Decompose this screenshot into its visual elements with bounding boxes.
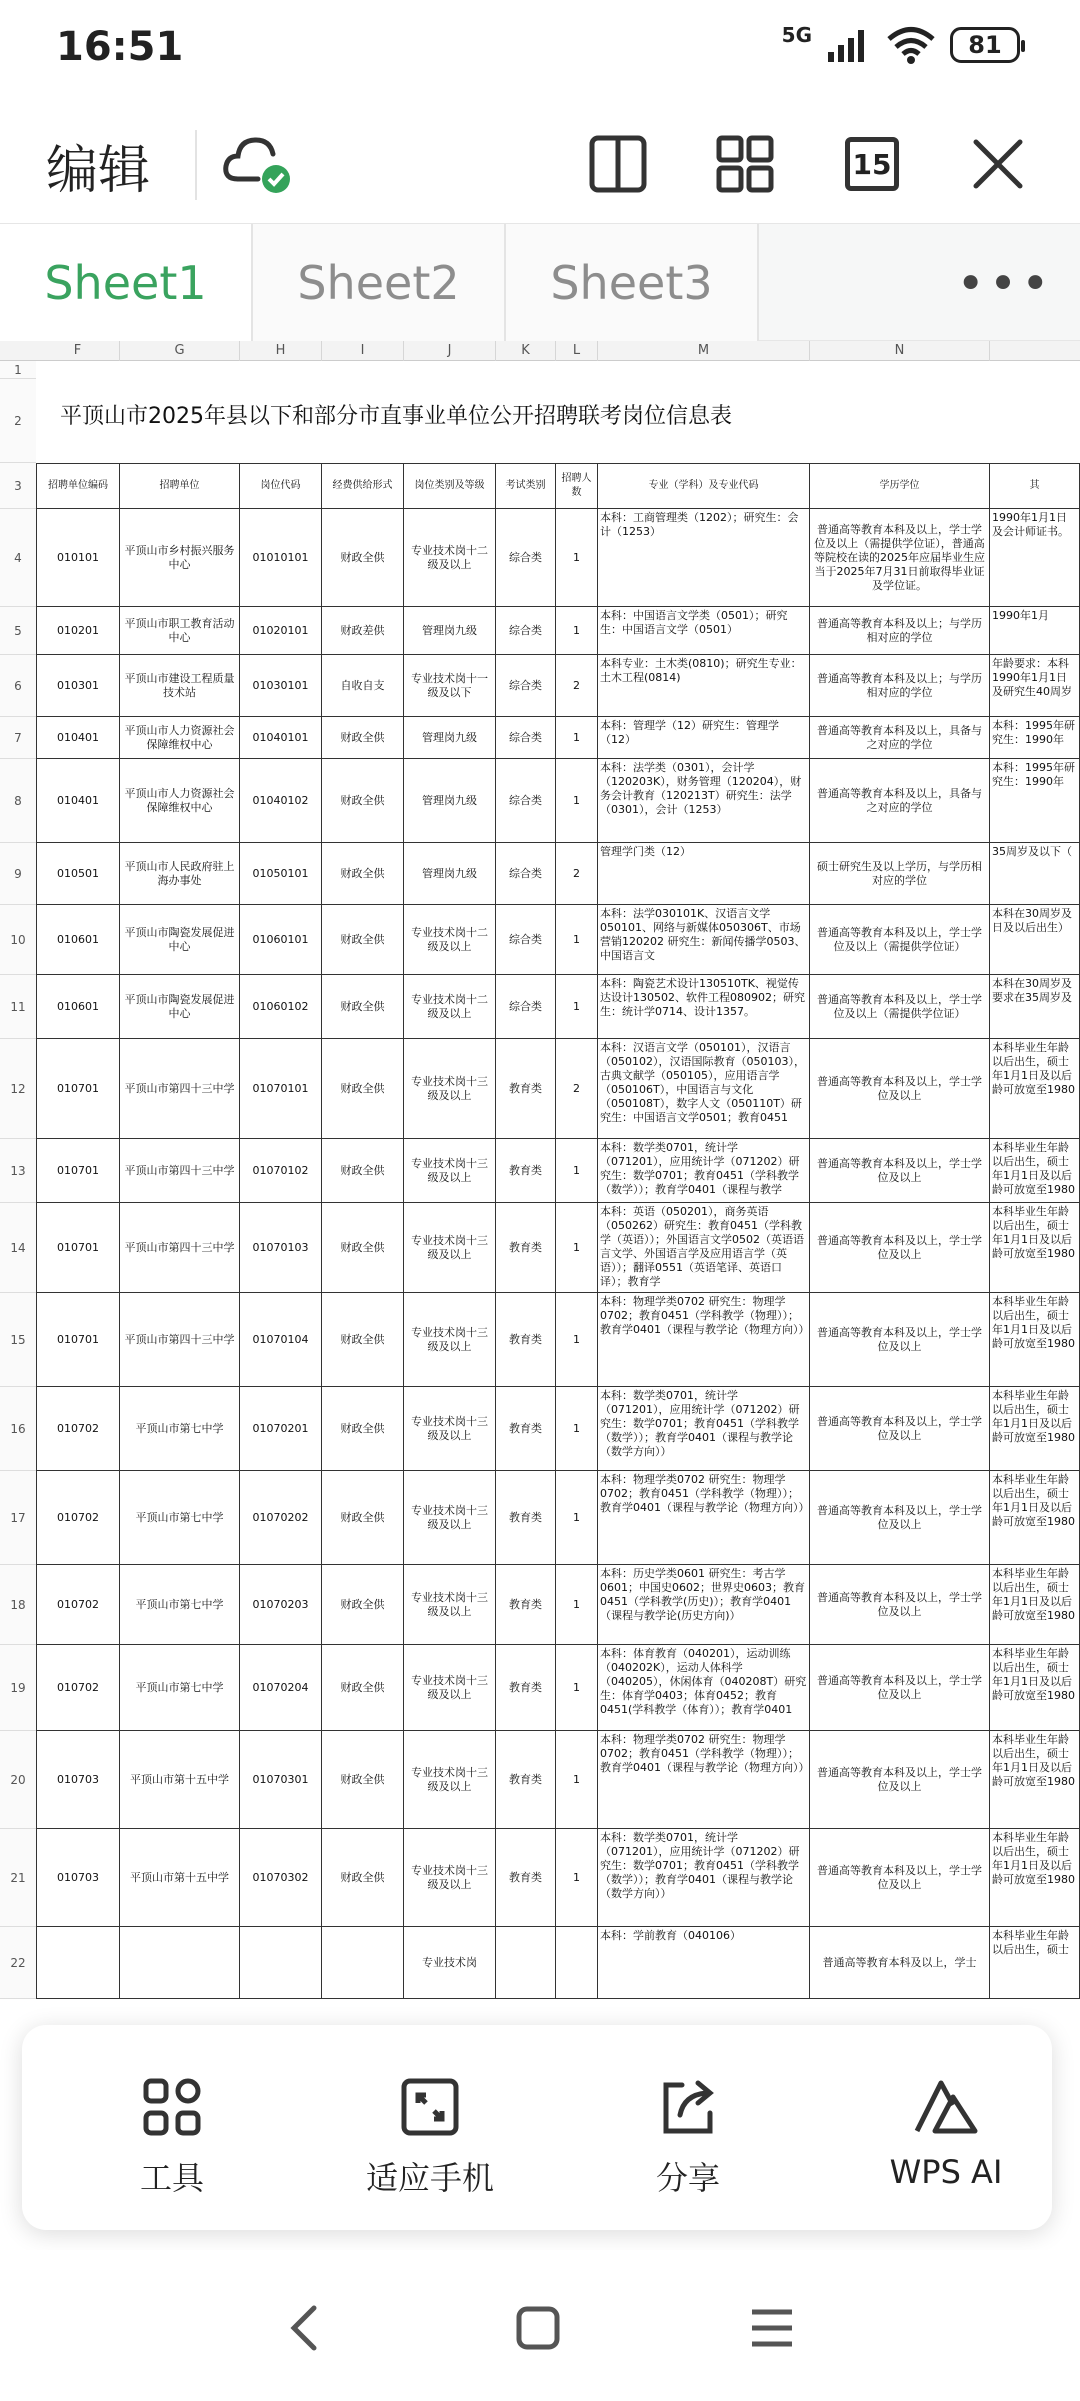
column-header[interactable]: K — [496, 341, 556, 361]
row-header[interactable]: 7 — [0, 717, 36, 759]
table-cell[interactable]: 教育类 — [496, 1293, 556, 1387]
table-cell[interactable]: 管理岗九级 — [404, 607, 496, 655]
table-header-cell[interactable]: 其 — [990, 463, 1080, 509]
row-header[interactable]: 20 — [0, 1731, 36, 1829]
table-header-cell[interactable]: 招聘单位编码 — [36, 463, 120, 509]
column-header[interactable]: I — [322, 341, 404, 361]
table-cell[interactable]: 平顶山市职工教育活动中心 — [120, 607, 240, 655]
close-icon[interactable] — [958, 124, 1038, 204]
row-header[interactable]: 9 — [0, 843, 36, 905]
table-cell[interactable]: 01070103 — [240, 1203, 322, 1293]
table-cell[interactable]: 本科在30周岁及日及以后出生） — [990, 905, 1080, 975]
row-header[interactable]: 2 — [0, 379, 36, 463]
table-cell[interactable] — [36, 1927, 120, 1999]
network-label: 5G — [781, 23, 812, 47]
tab-sheet1[interactable]: Sheet1 — [0, 224, 253, 342]
table-cell[interactable]: 普通高等教育本科及以上，学士学位及以上 — [810, 1293, 990, 1387]
table-cell[interactable]: 普通高等教育本科及以上，学士学位及以上 — [810, 1387, 990, 1471]
tab-sheet2[interactable]: Sheet2 — [253, 224, 506, 342]
table-cell[interactable]: 1 — [556, 1731, 598, 1829]
table-cell[interactable]: 平顶山市人民政府驻上海办事处 — [120, 843, 240, 905]
table-cell[interactable]: 1 — [556, 1565, 598, 1645]
table-cell[interactable]: 专业技术岗十三级及以上 — [404, 1565, 496, 1645]
table-header-cell[interactable]: 岗位类别及等级 — [404, 463, 496, 509]
column-header[interactable]: J — [404, 341, 496, 361]
row-header[interactable]: 19 — [0, 1645, 36, 1731]
system-nav-bar — [0, 2250, 1080, 2401]
table-cell[interactable]: 普通高等教育本科及以上；与学历相对应的学位 — [810, 607, 990, 655]
table-cell[interactable]: 自收自支 — [322, 655, 404, 717]
table-cell[interactable]: 本科：工商管理类（1202）；研究生：会计（1253） — [598, 509, 810, 607]
table-cell[interactable]: 010201 — [36, 607, 120, 655]
table-cell[interactable]: 1 — [556, 1387, 598, 1471]
table-cell[interactable]: 教育类 — [496, 1565, 556, 1645]
table-cell[interactable]: 普通高等教育本科及以上，学士学位及以上 — [810, 1203, 990, 1293]
tools-label: 工具 — [139, 2159, 204, 2197]
share-icon — [656, 2075, 720, 2139]
table-cell[interactable]: 综合类 — [496, 655, 556, 717]
table-cell[interactable]: 01070204 — [240, 1645, 322, 1731]
status-time: 16:51 — [56, 24, 184, 70]
table-cell[interactable]: 财政全供 — [322, 1387, 404, 1471]
table-cell[interactable]: 1 — [556, 1139, 598, 1203]
fit-phone-button[interactable] — [320, 2075, 540, 2199]
table-cell[interactable]: 本科毕业生年龄以后出生，硕士年1月1日及以后龄可放宽至1980 — [990, 1829, 1080, 1927]
table-cell[interactable]: 财政全供 — [322, 509, 404, 607]
table-cell[interactable]: 010702 — [36, 1471, 120, 1565]
column-header[interactable]: H — [240, 341, 322, 361]
wifi-icon — [886, 26, 936, 64]
table-cell[interactable] — [556, 1927, 598, 1999]
table-cell[interactable]: 财政全供 — [322, 905, 404, 975]
fit-phone-label: 适应手机 — [365, 2159, 494, 2197]
table-cell[interactable]: 1 — [556, 1471, 598, 1565]
cloud-sync-icon[interactable] — [218, 124, 298, 204]
table-cell[interactable]: 教育类 — [496, 1203, 556, 1293]
table-cell[interactable]: 1 — [556, 1293, 598, 1387]
home-icon[interactable] — [510, 2300, 566, 2356]
table-cell[interactable]: 010101 — [36, 509, 120, 607]
table-cell[interactable]: 本科：汉语言文学（050101），汉语言（050102），汉语国际教育（050103），古典文献学（050105），应用语言学（050106T），中国语言与文化（050108T），数字人文（050110T）研究生：中国语言文学0501；教育0451 — [598, 1039, 810, 1139]
table-cell[interactable]: 1 — [556, 717, 598, 759]
table-cell[interactable]: 01070201 — [240, 1387, 322, 1471]
share-label: 分享 — [655, 2159, 720, 2197]
table-cell[interactable]: 010401 — [36, 759, 120, 843]
table-cell[interactable]: 财政全供 — [322, 717, 404, 759]
table-cell[interactable]: 财政全供 — [322, 1039, 404, 1139]
row-header[interactable]: 1 — [0, 361, 36, 379]
table-cell[interactable]: 平顶山市乡村振兴服务中心 — [120, 509, 240, 607]
table-cell[interactable]: 35周岁及以下（ — [990, 843, 1080, 905]
table-cell[interactable]: 平顶山市第七中学 — [120, 1645, 240, 1731]
more-icon[interactable]: ••• — [956, 256, 1054, 312]
share-button[interactable] — [578, 2075, 798, 2199]
table-cell[interactable]: 专业技术岗十三级及以上 — [404, 1293, 496, 1387]
table-cell[interactable]: 普通高等教育本科及以上，具备与之对应的学位 — [810, 759, 990, 843]
table-cell[interactable]: 教育类 — [496, 1829, 556, 1927]
table-cell[interactable]: 010701 — [36, 1139, 120, 1203]
table-header-cell[interactable]: 岗位代码 — [240, 463, 322, 509]
table-cell[interactable]: 01010101 — [240, 509, 322, 607]
table-cell[interactable]: 管理岗九级 — [404, 759, 496, 843]
table-cell[interactable]: 普通高等教育本科及以上，学士学位及以上 — [810, 1139, 990, 1203]
table-cell[interactable]: 010401 — [36, 717, 120, 759]
table-cell[interactable]: 普通高等教育本科及以上，学士学位及以上 — [810, 1565, 990, 1645]
row-header[interactable]: 4 — [0, 509, 36, 607]
table-cell[interactable]: 本科：法学030101K、汉语言文学050101、网络与新媒体050306T、市场营销120202 研究生：新闻传播学0503、中国语言文 — [598, 905, 810, 975]
table-cell[interactable]: 财政全供 — [322, 975, 404, 1039]
table-cell[interactable]: 专业技术岗十一级及以下 — [404, 655, 496, 717]
table-cell[interactable]: 本科毕业生年龄以后出生，硕士年1月1日及以后龄可放宽至1980 — [990, 1565, 1080, 1645]
row-header[interactable]: 6 — [0, 655, 36, 717]
table-cell[interactable]: 本科：物理学类0702 研究生：物理学0702；教育0451（学科教学（物理））；教育学0401（课程与教学论（物理方向）） — [598, 1731, 810, 1829]
table-cell[interactable]: 管理岗九级 — [404, 843, 496, 905]
table-cell[interactable]: 综合类 — [496, 717, 556, 759]
table-cell[interactable]: 平顶山市第四十三中学 — [120, 1293, 240, 1387]
table-cell[interactable]: 财政全供 — [322, 843, 404, 905]
table-cell[interactable]: 010701 — [36, 1203, 120, 1293]
table-cell[interactable]: 010702 — [36, 1645, 120, 1731]
signal-icon — [826, 28, 872, 62]
wps-ai-button[interactable] — [836, 2075, 1056, 2191]
table-cell[interactable]: 本科：中国语言文学类（0501）；研究生：中国语言文学（0501） — [598, 607, 810, 655]
table-cell[interactable]: 010701 — [36, 1039, 120, 1139]
table-cell[interactable] — [240, 1927, 322, 1999]
table-cell[interactable]: 教育类 — [496, 1645, 556, 1731]
table-cell[interactable]: 1 — [556, 759, 598, 843]
table-cell[interactable]: 本科：1995年研究生：1990年 — [990, 759, 1080, 843]
table-cell[interactable]: 1990年1月 — [990, 607, 1080, 655]
column-header[interactable]: M — [598, 341, 810, 361]
table-cell[interactable]: 本科在30周岁及要求在35周岁及 — [990, 975, 1080, 1039]
row-header[interactable]: 10 — [0, 905, 36, 975]
table-cell[interactable]: 综合类 — [496, 905, 556, 975]
table-cell[interactable]: 综合类 — [496, 975, 556, 1039]
table-cell[interactable]: 本科：数学类0701，统计学（071201），应用统计学（071202）研究生：数学0701；教育0451（学科教学（数学））；教育学0401（课程与教学 — [598, 1139, 810, 1203]
toolbar-divider — [195, 130, 197, 200]
table-cell[interactable]: 普通高等教育本科及以上，学士学位及以上 — [810, 1645, 990, 1731]
table-cell[interactable]: 010703 — [36, 1731, 120, 1829]
table-cell[interactable]: 普通高等教育本科及以上，学士学位及以上 — [810, 1829, 990, 1927]
table-cell[interactable]: 1 — [556, 607, 598, 655]
table-cell[interactable]: 专业技术岗十二级及以上 — [404, 509, 496, 607]
table-cell[interactable]: 财政全供 — [322, 1645, 404, 1731]
row-header[interactable]: 5 — [0, 607, 36, 655]
table-cell[interactable]: 平顶山市第四十三中学 — [120, 1039, 240, 1139]
table-cell[interactable]: 本科专业：土木类(0810)；研究生专业：土木工程(0814) — [598, 655, 810, 717]
table-cell[interactable]: 本科毕业生年龄以后出生，硕士年1月1日及以后龄可放宽至1980 — [990, 1731, 1080, 1829]
table-cell[interactable]: 本科毕业生年龄以后出生，硕士年1月1日及以后龄可放宽至1980 — [990, 1039, 1080, 1139]
battery-indicator: 81 — [950, 27, 1020, 63]
page-count-button[interactable] — [832, 124, 912, 204]
row-header[interactable]: 8 — [0, 759, 36, 843]
table-cell[interactable]: 平顶山市第七中学 — [120, 1565, 240, 1645]
table-cell[interactable]: 010703 — [36, 1829, 120, 1927]
tools-button[interactable] — [62, 2075, 282, 2199]
table-cell[interactable]: 平顶山市陶瓷发展促进中心 — [120, 905, 240, 975]
table-cell[interactable]: 财政全供 — [322, 1203, 404, 1293]
row-header[interactable]: 3 — [0, 463, 36, 509]
table-cell[interactable]: 010702 — [36, 1565, 120, 1645]
row-header[interactable]: 15 — [0, 1293, 36, 1387]
table-cell[interactable]: 平顶山市人力资源社会保障维权中心 — [120, 759, 240, 843]
grid-view-icon[interactable] — [705, 124, 785, 204]
table-cell[interactable]: 普通高等教育本科及以上，具备与之对应的学位 — [810, 717, 990, 759]
table-cell[interactable]: 平顶山市第四十三中学 — [120, 1139, 240, 1203]
table-cell[interactable]: 专业技术岗十三级及以上 — [404, 1139, 496, 1203]
table-cell[interactable]: 专业技术岗十三级及以上 — [404, 1471, 496, 1565]
table-cell[interactable]: 财政全供 — [322, 1829, 404, 1927]
table-cell[interactable]: 平顶山市建设工程质量技术站 — [120, 655, 240, 717]
table-cell[interactable]: 专业技术岗十二级及以上 — [404, 905, 496, 975]
table-cell[interactable]: 综合类 — [496, 843, 556, 905]
table-cell[interactable]: 教育类 — [496, 1139, 556, 1203]
table-cell[interactable]: 普通高等教育本科及以上，学士学位及以上 — [810, 1471, 990, 1565]
table-cell[interactable]: 1 — [556, 905, 598, 975]
table-cell[interactable]: 01040102 — [240, 759, 322, 843]
tab-sheet3[interactable]: Sheet3 — [506, 224, 759, 342]
column-header[interactable]: F — [36, 341, 120, 361]
table-cell[interactable]: 01070202 — [240, 1471, 322, 1565]
table-cell[interactable]: 专业技术岗十三级及以上 — [404, 1203, 496, 1293]
table-cell[interactable]: 综合类 — [496, 509, 556, 607]
table-cell[interactable]: 2 — [556, 655, 598, 717]
table-cell[interactable]: 专业技术岗十二级及以上 — [404, 975, 496, 1039]
sheet-title: 平顶山市2025年县以下和部分市直事业单位公开招聘联考岗位信息表 — [60, 404, 732, 429]
table-cell[interactable]: 专业技术岗十三级及以上 — [404, 1645, 496, 1731]
table-cell[interactable]: 本科毕业生年龄以后出生，硕士年1月1日及以后龄可放宽至1980 — [990, 1293, 1080, 1387]
table-cell[interactable]: 教育类 — [496, 1039, 556, 1139]
table-cell[interactable]: 01070203 — [240, 1565, 322, 1645]
table-header-cell[interactable]: 经费供给形式 — [322, 463, 404, 509]
table-cell[interactable]: 教育类 — [496, 1471, 556, 1565]
table-cell[interactable] — [322, 1927, 404, 1999]
fit-screen-icon — [398, 2075, 462, 2139]
table-cell[interactable]: 平顶山市陶瓷发展促进中心 — [120, 975, 240, 1039]
table-cell[interactable]: 010601 — [36, 905, 120, 975]
row-header[interactable]: 17 — [0, 1471, 36, 1565]
table-cell[interactable]: 财政全供 — [322, 759, 404, 843]
table-cell[interactable]: 管理学门类（12） — [598, 843, 810, 905]
table-cell[interactable]: 010702 — [36, 1387, 120, 1471]
table-cell[interactable]: 本科毕业生年龄以后出生，硕士年1月1日及以后龄可放宽至1980 — [990, 1471, 1080, 1565]
table-cell[interactable]: 财政全供 — [322, 1565, 404, 1645]
table-cell[interactable]: 1 — [556, 1829, 598, 1927]
table-cell[interactable]: 本科：学前教育（040106） — [598, 1927, 810, 1999]
table-cell[interactable]: 本科：英语（050201），商务英语（050262）研究生：教育0451（学科教学（英语））；外国语言文学0502（英语语言文学、外国语言学及应用语言学（英语））；翻译0551（英语笔译、英语口译）；教育学 — [598, 1203, 810, 1293]
table-cell[interactable]: 01070302 — [240, 1829, 322, 1927]
table-cell[interactable]: 平顶山市人力资源社会保障维权中心 — [120, 717, 240, 759]
table-cell[interactable]: 本科：数学类0701，统计学（071201），应用统计学（071202）研究生：数学0701；教育0451（学科教学（数学））；教育学0401（课程与教学论（数学方向）） — [598, 1387, 810, 1471]
table-cell[interactable]: 专业技术岗 — [404, 1927, 496, 1999]
row-header[interactable]: 11 — [0, 975, 36, 1039]
table-cell[interactable]: 综合类 — [496, 607, 556, 655]
table-cell[interactable]: 本科毕业生年龄以后出生，硕士 — [990, 1927, 1080, 1999]
wps-ai-icon — [911, 2075, 981, 2139]
table-cell[interactable]: 010701 — [36, 1293, 120, 1387]
edit-button[interactable]: 编辑 — [46, 141, 151, 201]
row-header[interactable]: 18 — [0, 1565, 36, 1645]
table-cell[interactable] — [120, 1927, 240, 1999]
tools-grid-icon — [140, 2075, 204, 2139]
column-header[interactable]: G — [120, 341, 240, 361]
top-toolbar — [0, 110, 1080, 220]
table-cell[interactable]: 01060102 — [240, 975, 322, 1039]
table-cell[interactable]: 普通高等教育本科及以上，学士学位及以上 — [810, 1039, 990, 1139]
table-cell[interactable]: 财政全供 — [322, 1139, 404, 1203]
column-headers — [0, 341, 1080, 361]
table-cell[interactable]: 1 — [556, 1203, 598, 1293]
table-cell[interactable]: 01070301 — [240, 1731, 322, 1829]
table-cell[interactable]: 1 — [556, 509, 598, 607]
table-cell[interactable]: 平顶山市第七中学 — [120, 1471, 240, 1565]
table-cell[interactable]: 硕士研究生及以上学历，与学历相对应的学位 — [810, 843, 990, 905]
table-cell[interactable]: 本科毕业生年龄以后出生，硕士年1月1日及以后龄可放宽至1980 — [990, 1203, 1080, 1293]
row-header[interactable]: 22 — [0, 1927, 36, 1999]
table-cell[interactable]: 本科毕业生年龄以后出生，硕士年1月1日及以后龄可放宽至1980 — [990, 1139, 1080, 1203]
row-header[interactable]: 13 — [0, 1139, 36, 1203]
table-cell[interactable]: 管理岗九级 — [404, 717, 496, 759]
table-cell[interactable]: 普通高等教育本科及以上，学士 — [810, 1927, 990, 1999]
table-cell[interactable]: 本科：法学类（0301），会计学（120203K），财务管理（120204），财务会计教育（120213T）研究生：法学（0301），会计（1253） — [598, 759, 810, 843]
table-cell[interactable]: 财政全供 — [322, 1471, 404, 1565]
table-cell[interactable]: 本科毕业生年龄以后出生，硕士年1月1日及以后龄可放宽至1980 — [990, 1645, 1080, 1731]
table-cell[interactable]: 01070102 — [240, 1139, 322, 1203]
table-cell[interactable]: 本科：数学类0701，统计学（071201），应用统计学（071202）研究生：数学0701；教育0451（学科教学（数学））；教育学0401（课程与教学论（数学方向）） — [598, 1829, 810, 1927]
table-cell[interactable]: 本科：历史学类0601 研究生：考古学0601；中国史0602；世界史0603；教育0451（学科教学(历史)）；教育学0401（课程与教学论(历史方向)） — [598, 1565, 810, 1645]
table-cell[interactable]: 普通高等教育本科及以上，学士学位及以上 — [810, 1731, 990, 1829]
table-cell[interactable]: 本科：物理学类0702 研究生：物理学0702；教育0451（学科教学（物理））；教育学0401（课程与教学论（物理方向）） — [598, 1471, 810, 1565]
row-header[interactable]: 14 — [0, 1203, 36, 1293]
table-header-cell[interactable]: 招聘人数 — [556, 463, 598, 509]
column-header[interactable]: N — [810, 341, 990, 361]
table-cell[interactable]: 010301 — [36, 655, 120, 717]
bottom-action-card — [22, 2025, 1052, 2230]
table-cell[interactable]: 1 — [556, 975, 598, 1039]
table-cell[interactable]: 2 — [556, 1039, 598, 1139]
table-cell[interactable]: 教育类 — [496, 1731, 556, 1829]
table-cell[interactable]: 010601 — [36, 975, 120, 1039]
status-bar — [0, 0, 1080, 100]
table-cell[interactable]: 财政全供 — [322, 1293, 404, 1387]
table-cell[interactable]: 平顶山市第四十三中学 — [120, 1203, 240, 1293]
table-cell[interactable]: 本科：物理学类0702 研究生：物理学0702；教育0451（学科教学（物理））；教育学0401（课程与教学论（物理方向）） — [598, 1293, 810, 1387]
table-cell[interactable]: 年龄要求：本科1990年1月1日及研究生40周岁 — [990, 655, 1080, 717]
table-header-cell[interactable]: 考试类别 — [496, 463, 556, 509]
table-cell[interactable]: 平顶山市第十五中学 — [120, 1731, 240, 1829]
table-cell[interactable]: 01050101 — [240, 843, 322, 905]
table-header-cell[interactable]: 专业（学科）及专业代码 — [598, 463, 810, 509]
sheet-tabs — [0, 223, 1080, 341]
table-cell[interactable]: 专业技术岗十三级及以上 — [404, 1039, 496, 1139]
recents-menu-icon[interactable] — [744, 2300, 800, 2356]
table-cell[interactable]: 专业技术岗十三级及以上 — [404, 1731, 496, 1829]
table-header-cell[interactable]: 学历学位 — [810, 463, 990, 509]
table-cell[interactable]: 1 — [556, 1645, 598, 1731]
table-cell[interactable]: 01060101 — [240, 905, 322, 975]
table-cell[interactable]: 1990年1月1日及会计师证书。 — [990, 509, 1080, 607]
table-cell[interactable]: 教育类 — [496, 1387, 556, 1471]
page-count: 15 — [845, 137, 899, 191]
table-cell[interactable]: 2 — [556, 843, 598, 905]
table-cell[interactable]: 010501 — [36, 843, 120, 905]
table-cell[interactable]: 综合类 — [496, 759, 556, 843]
row-header[interactable]: 16 — [0, 1387, 36, 1471]
table-cell[interactable]: 本科：1995年研究生：1990年 — [990, 717, 1080, 759]
table-cell[interactable]: 普通高等教育本科及以上，学士学位及以上（需提供学位证） — [810, 975, 990, 1039]
table-cell[interactable]: 普通高等教育本科及以上；与学历相对应的学位 — [810, 655, 990, 717]
table-cell[interactable]: 财政全供 — [322, 1731, 404, 1829]
table-cell[interactable]: 普通高等教育本科及以上，学士学位及以上（需提供学位证），普通高等院校在读的2025年应届毕业生应当于2025年7月31日前取得毕业证及学位证。 — [810, 509, 990, 607]
table-header-cell[interactable]: 招聘单位 — [120, 463, 240, 509]
table-cell[interactable]: 普通高等教育本科及以上，学士学位及以上（需提供学位证） — [810, 905, 990, 975]
table-cell[interactable]: 平顶山市第七中学 — [120, 1387, 240, 1471]
back-icon[interactable] — [280, 2300, 330, 2356]
table-cell[interactable]: 01030101 — [240, 655, 322, 717]
split-view-icon[interactable] — [578, 124, 658, 204]
table-cell[interactable]: 本科：体育教育（040201），运动训练（040202K），运动人体科学（040205），休闲体育（040208T）研究生：体育学0403；体育0452；教育0451(学科教学（体育））；教育学0401 — [598, 1645, 810, 1731]
table-cell[interactable]: 本科：管理学（12）研究生：管理学（12） — [598, 717, 810, 759]
table-cell[interactable] — [496, 1927, 556, 1999]
table-cell[interactable]: 01020101 — [240, 607, 322, 655]
table-cell[interactable]: 01070104 — [240, 1293, 322, 1387]
table-cell[interactable]: 平顶山市第十五中学 — [120, 1829, 240, 1927]
column-header[interactable]: L — [556, 341, 598, 361]
table-cell[interactable]: 专业技术岗十三级及以上 — [404, 1387, 496, 1471]
table-cell[interactable]: 01070101 — [240, 1039, 322, 1139]
table-cell[interactable]: 专业技术岗十三级及以上 — [404, 1829, 496, 1927]
table-cell[interactable]: 财政差供 — [322, 607, 404, 655]
table-cell[interactable]: 本科毕业生年龄以后出生，硕士年1月1日及以后龄可放宽至1980 — [990, 1387, 1080, 1471]
row-header[interactable]: 12 — [0, 1039, 36, 1139]
wps-ai-label: WPS AI — [889, 2153, 1003, 2191]
table-cell[interactable]: 本科：陶瓷艺术设计130510TK、视觉传达设计130502、软件工程080902；研究生：统计学0714、设计1357。 — [598, 975, 810, 1039]
row-header[interactable]: 21 — [0, 1829, 36, 1927]
table-cell[interactable]: 01040101 — [240, 717, 322, 759]
